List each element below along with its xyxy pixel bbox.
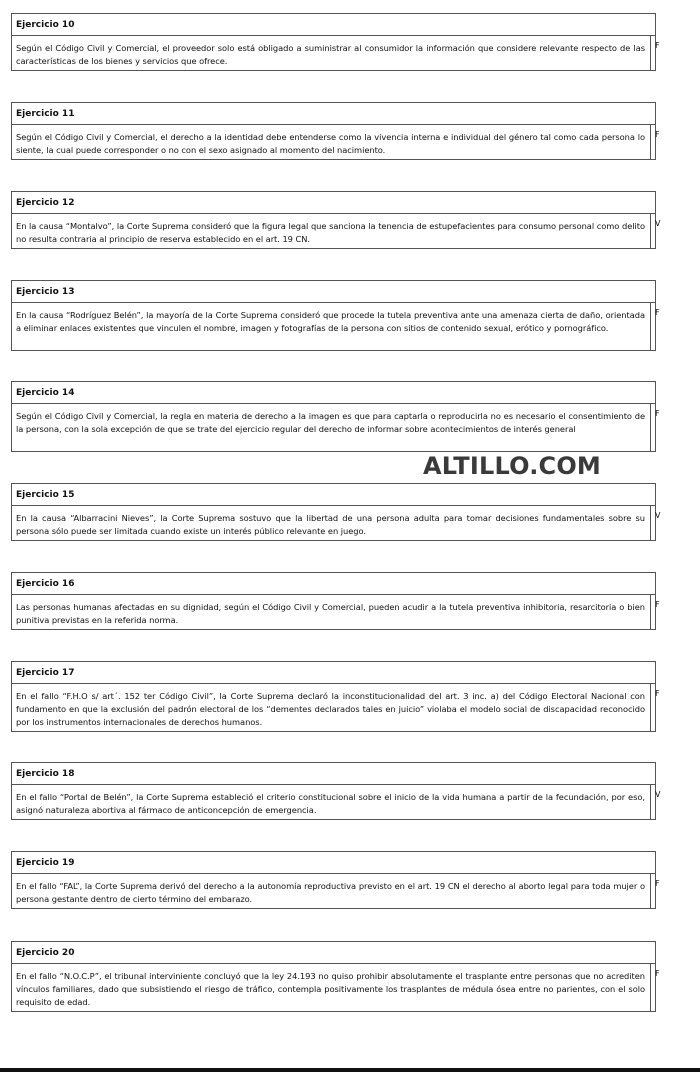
exercise-row [12, 595, 660, 629]
exercise-row [12, 36, 660, 70]
exercise-box [11, 941, 660, 1012]
exercise-title: Ejercicio 14 [12, 382, 655, 404]
exercise-statement: Según el Código Civil y Comercial, el derecho a la identidad debe entenderse como la vivencia interna e individual del género tal como cada persona lo siente, la cual puede corresponder o no con el sexo asignado al momento del nacimiento. [12, 125, 651, 159]
exercise-box [11, 191, 661, 249]
exercise-row [12, 214, 661, 248]
exercise-box [11, 661, 660, 732]
bottom-rule [0, 1068, 700, 1072]
exercise-row [12, 404, 660, 451]
exercise-box [11, 851, 660, 909]
exercise-answer: F [655, 130, 660, 139]
exercise-title: Ejercicio 19 [12, 852, 655, 874]
exercise-statement: Según el Código Civil y Comercial, el proveedor solo está obligado a suministrar al consumidor la información que considere relevante respecto de las características de los bienes y servicios que ofrece. [12, 36, 651, 70]
exercise-statement: En el fallo “Portal de Belén”, la Corte Suprema estableció el criterio constitucional sobre el inicio de la vida humana a partir de la fecundación, por eso, asignó naturaleza abortiva al fármaco de anticoncepción de emergencia. [12, 785, 651, 819]
exercise-box [11, 483, 661, 541]
exercise-box [11, 13, 660, 71]
exercise-answer: F [655, 600, 660, 609]
exercise-title: Ejercicio 11 [12, 103, 655, 125]
exercise-box [11, 280, 660, 351]
exercise-box [11, 572, 660, 630]
exercise-statement: En la causa “Rodríguez Belén”, la mayoría de la Corte Suprema consideró que procede la tutela preventiva ante una amenaza cierta de daño, orientada a eliminar enlaces existentes que vinculen el nombre, imagen y fotografías de la persona con sitios de contenido sexual, erótico y pornográfico. [12, 303, 651, 350]
exercise-answer: F [655, 879, 660, 888]
exercise-answer: V [655, 511, 661, 520]
exercise-box [11, 102, 660, 160]
exercise-title: Ejercicio 18 [12, 763, 655, 785]
exercise-answer: F [655, 409, 660, 418]
exercise-title: Ejercicio 13 [12, 281, 655, 303]
exercise-box [11, 381, 660, 452]
exercise-answer: F [655, 969, 660, 978]
exercise-title: Ejercicio 20 [12, 942, 655, 964]
exercise-row [12, 785, 661, 819]
exercise-row [12, 506, 661, 540]
exercise-row [12, 684, 660, 731]
exercise-row [12, 125, 660, 159]
exercise-answer: V [655, 790, 661, 799]
exercise-statement: En el fallo “FAL”, la Corte Suprema derivó del derecho a la autonomía reproductiva previsto en el art. 19 CN el derecho al aborto legal para toda mujer o persona gestante dentro de cierto término del embarazo. [12, 874, 651, 908]
exercise-title: Ejercicio 12 [12, 192, 655, 214]
exercise-answer: F [655, 308, 660, 317]
exercise-title: Ejercicio 16 [12, 573, 655, 595]
exercise-title: Ejercicio 17 [12, 662, 655, 684]
exercise-statement: En el fallo “N.O.C.P”, el tribunal interviniente concluyó que la ley 24.193 no quiso prohibir absolutamente el trasplante entre personas que no acrediten vínculos familiares, dado que subsistiendo el riesgo de tráfico, contempla positivamente los trasplantes de médula ósea entre no parientes, con el solo requisito de edad. [12, 964, 651, 1011]
exercise-row [12, 964, 660, 1011]
exercise-statement: En la causa “Montalvo”, la Corte Suprema consideró que la figura legal que sanciona la tenencia de estupefacientes para consumo personal como delito no resulta contraria al principio de reserva establecido en el art. 19 CN. [12, 214, 651, 248]
exercise-box [11, 762, 661, 820]
exercise-answer: F [655, 41, 660, 50]
exercise-statement: En la causa “Albarracini Nieves”, la Corte Suprema sostuvo que la libertad de una persona adulta para tomar decisiones fundamentales sobre su persona sólo puede ser limitada cuando existe un interés público relevante en juego. [12, 506, 651, 540]
exercise-statement: En el fallo “F.H.O s/ art´. 152 ter Código Civil”, la Corte Suprema declaró la inconstitucionalidad del art. 3 inc. a) del Código Electoral Nacional con fundamento en que la exclusión del padrón electoral de los “dementes declarados tales en juicio” violaba el modelo social de discapacidad reconocido por los instrumentos internacionales de derechos humanos. [12, 684, 651, 731]
exercise-title: Ejercicio 10 [12, 14, 655, 36]
exercise-answer: V [655, 219, 661, 228]
watermark: ALTILLO.COM [423, 452, 602, 480]
exercise-row [12, 874, 660, 908]
exercise-row [12, 303, 660, 350]
exercise-statement: Según el Código Civil y Comercial, la regla en materia de derecho a la imagen es que para captarla o reproducirla no es necesario el consentimiento de la persona, con la sola excepción de que se trate del ejercicio regular del derecho de informar sobre acontecimientos de interés general [12, 404, 651, 451]
exercise-statement: Las personas humanas afectadas en su dignidad, según el Código Civil y Comercial, pueden acudir a la tutela preventiva inhibitoria, resarcitoria o bien punitiva previstas en la referida norma. [12, 595, 651, 629]
exercise-title: Ejercicio 15 [12, 484, 655, 506]
exercise-answer: F [655, 689, 660, 698]
